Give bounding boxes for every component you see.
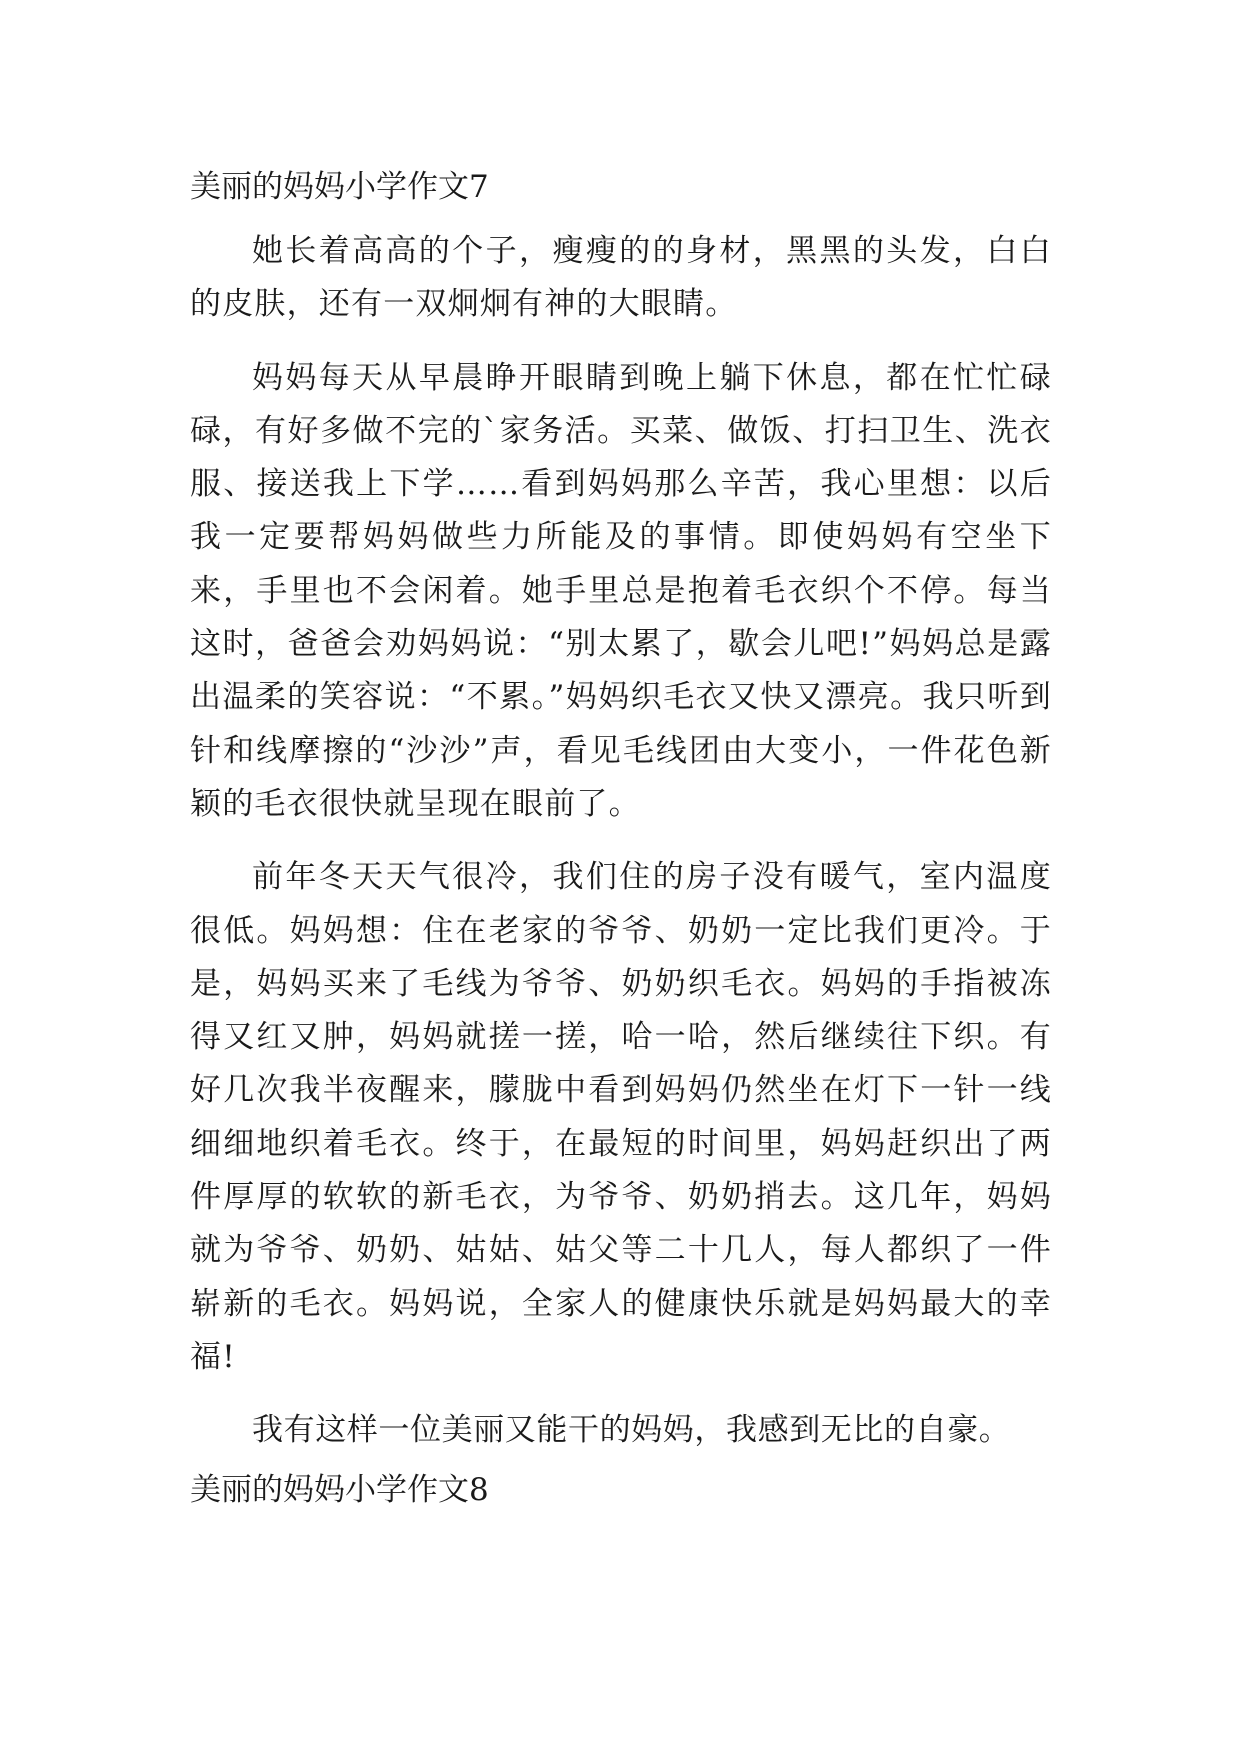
paragraph-conclusion: 我有这样一位美丽又能干的妈妈，我感到无比的自豪。 bbox=[252, 1412, 1011, 1449]
paragraph-appearance: 她长着高高的个子，瘦瘦的的身材，黑黑的头发，白白的皮肤，还有一双炯炯有神的大眼睛。 bbox=[190, 233, 1052, 323]
paragraph-daily-chores: 妈妈每天从早晨睁开眼睛到晚上躺下休息，都在忙忙碌碌，有好多做不完的`家务活。买菜、做饭、打扫卫生、洗衣服、接送我上下学……看到妈妈那么辛苦，我心里想：以后我一定要帮妈妈做些力所能及的事情。即使妈妈有空坐下来，手里也不会闲着。她手里总是抱着毛衣织个不停。每当这时，爸爸会劝妈妈说：“别太累了，歇会儿吧!”妈妈总是露出温柔的笑容说：“不累。”妈妈织毛衣又快又漂亮。我只听到针和线摩擦的“沙沙”声，看见毛线团由大变小，一件花色新颖的毛衣很快就呈现在眼前了。 bbox=[190, 359, 1052, 822]
paragraph-knitting-sweaters: 前年冬天天气很冷，我们住的房子没有暖气，室内温度很低。妈妈想：住在老家的爷爷、奶奶一定比我们更冷。于是，妈妈买来了毛线为爷爷、奶奶织毛衣。妈妈的手指被冻得又红又肿，妈妈就搓一搓，哈一哈，然后继续往下织。有好几次我半夜醒来，朦胧中看到妈妈仍然坐在灯下一针一线细细地织着毛衣。终于，在最短的时间里，妈妈赶织出了两件厚厚的软软的新毛衣，为爷爷、奶奶捎去。这几年，妈妈就为爷爷、奶奶、姑姑、姑父等二十几人，每人都织了一件崭新的毛衣。妈妈说，全家人的健康快乐就是妈妈最大的幸福! bbox=[190, 859, 1052, 1375]
essay-title-8: 美丽的妈妈小学作文8 bbox=[190, 1471, 489, 1508]
essay-title-7: 美丽的妈妈小学作文7 bbox=[190, 169, 489, 205]
document-body bbox=[190, 165, 1052, 1512]
